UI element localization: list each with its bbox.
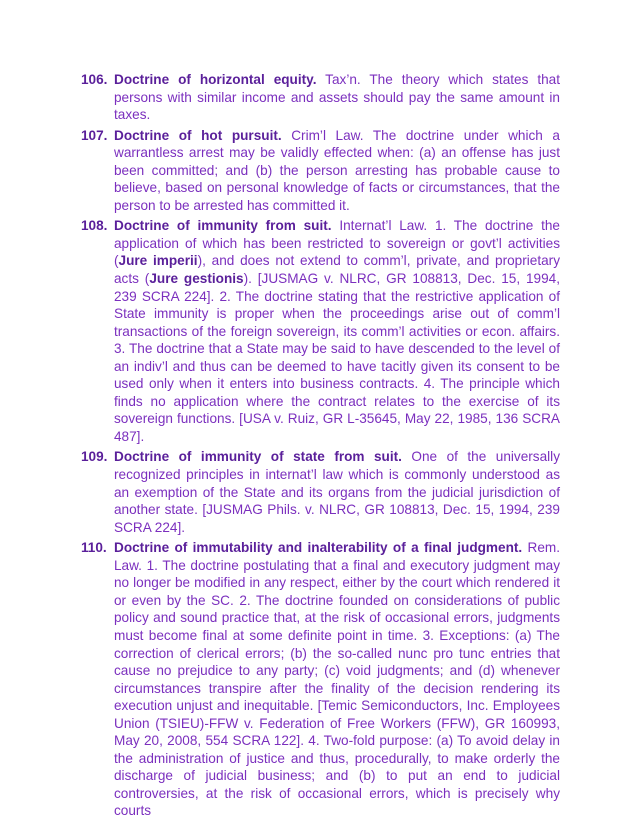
- document-page: [81, 71, 560, 823]
- entry-body: [114, 539, 560, 820]
- glossary-entry-108: [81, 217, 560, 445]
- entry-number: 110.: [81, 540, 107, 556]
- entry-text: Internat’l Law. 1. The doctrine the application of which has been restricted to sovereign or govt’l activities (: [114, 218, 560, 269]
- glossary-entry-106: [81, 71, 560, 124]
- entry-term: Doctrine of horizontal equity.: [114, 72, 317, 87]
- glossary-entry-110: [81, 539, 560, 820]
- entry-text: Crim’l Law. The doctrine under which a warrantless arrest may be validly effected when: (a) an offense has just been committed; and (b) the person arresting has probable cause to believe, based on personal knowledge of facts or circumstances, that the person to be arrested has committed it.: [114, 127, 560, 213]
- latin-term-jure-gestionis: Jure gestionis: [149, 271, 244, 287]
- entry-body: [114, 127, 560, 215]
- entry-text: ), and does not extend to comm’l, private, and proprietary acts (: [114, 253, 560, 287]
- glossary-entry-107: [81, 127, 560, 215]
- entry-number: 109.: [81, 449, 108, 465]
- entry-text: Tax’n. The theory which states that persons with similar income and assets should pay the same amount in taxes.: [114, 72, 560, 123]
- entry-number: 106.: [81, 72, 108, 87]
- entry-text: One of the universally recognized principles in internat’l law which is commonly understood as an exemption of the State and its organs from the judicial jurisdiction of another state. [JUSMAG Phils. v. NLRC, GR 108813, Dec. 15, 1994, 239 SCRA 224].: [114, 449, 560, 535]
- entry-number: 108.: [81, 218, 108, 234]
- entry-body: [114, 71, 560, 124]
- entry-term: Doctrine of immutability and inalterability of a final judgment.: [114, 540, 523, 556]
- entry-body: [114, 217, 560, 445]
- entry-text: Rem. Law. 1. The doctrine postulating that a final and executory judgment may no longer be modified in any respect, either by the court which rendered it or even by the SC. 2. The doctrine founded on considerations of public policy and sound practice that, at the risk of occasional errors, judgments must become final at some definite point in time. 3. Exceptions: (a) The correction of clerical errors; (b) the so-called nunc pro tunc entries that cause no prejudice to any party; (c) void judgments; and (d) whenever circumstances transpire after the finality of the decision rendering its execution unjust and inequitable. [Temic Semiconductors, Inc. Employees Union (TSIEU)-FFW v. Federation of Free Workers (FFW), GR 160993, May 20, 2008, 554 SCRA 122]. 4. Two-fold purpose: (a) To avoid delay in the administration of justice and thus, procedurally, to make orderly the discharge of judicial business; and (b) to put an end to judicial controversies, at the risk of occasional errors, which is precisely why courts: [114, 540, 560, 819]
- entry-term: Doctrine of immunity of state from suit.: [114, 449, 402, 465]
- glossary-entry-109: [81, 448, 560, 536]
- entry-term: Doctrine of hot pursuit.: [114, 127, 282, 143]
- entry-term: Doctrine of immunity from suit.: [114, 218, 332, 234]
- entry-number: 107.: [81, 127, 108, 143]
- entry-body: [114, 448, 560, 536]
- entry-text: ). [JUSMAG v. NLRC, GR 108813, Dec. 15, 1994, 239 SCRA 224]. 2. The doctrine stating that the restrictive application of State immunity is proper when the proceedings arise out of comm’l transactions of the foreign sovereign, its comm’l activities or econ. affairs. 3. The doctrine that a State may be said to have descended to the level of an indiv’l and thus can be deemed to have tacitly given its consent to be used only when it enters into business contracts. 4. The principle which finds no application where the contract relates to the exercise of its sovereign functions. [USA v. Ruiz, GR L-35645, May 22, 1985, 136 SCRA 487].: [114, 271, 561, 444]
- latin-term-jure-imperii: Jure imperii: [118, 253, 198, 269]
